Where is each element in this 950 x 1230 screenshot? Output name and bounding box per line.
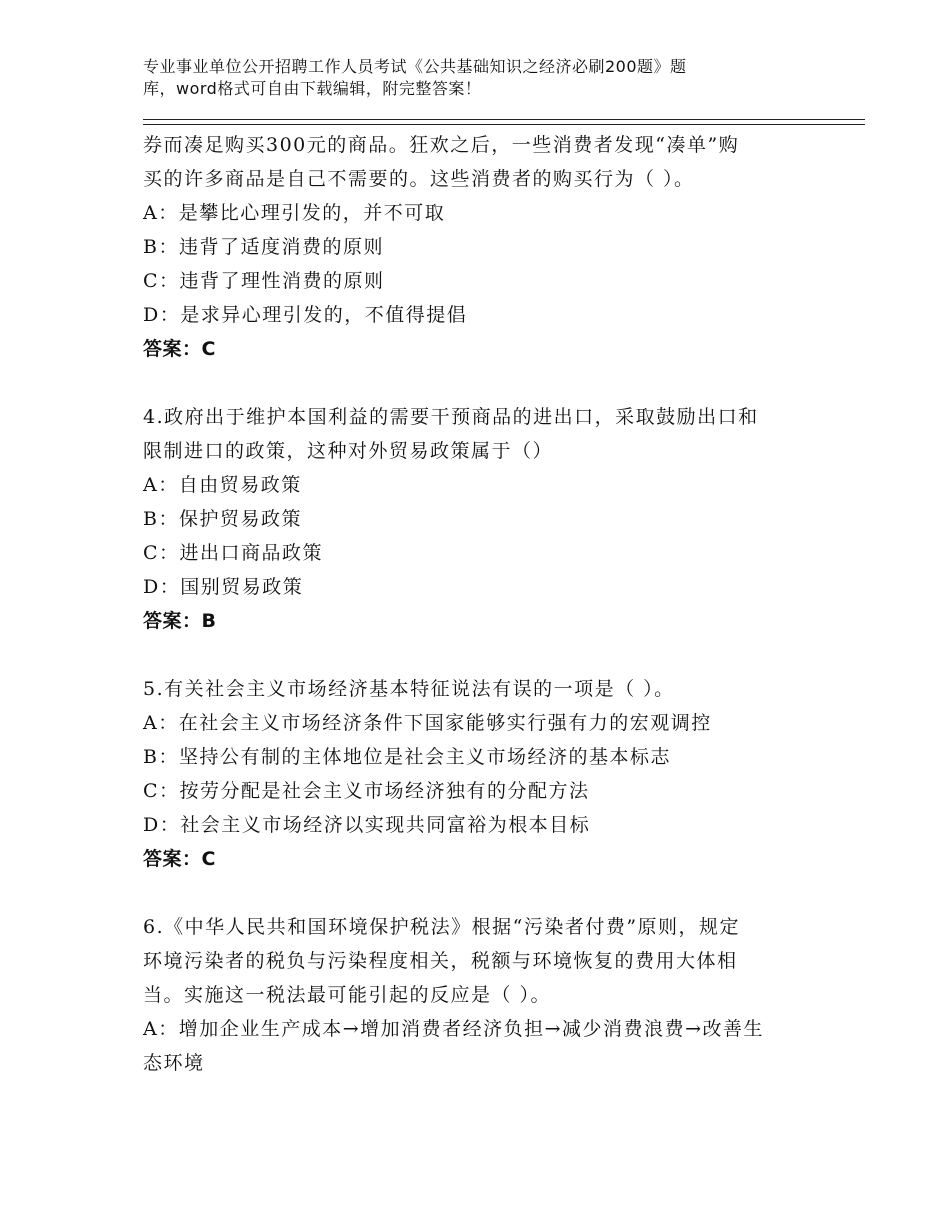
- option-c: C：违背了理性消费的原则: [143, 270, 385, 292]
- document-header: [143, 56, 783, 100]
- question-6: [143, 910, 823, 1080]
- question-5: [143, 672, 823, 876]
- header-line-1: 专业事业单位公开招聘工作人员考试《公共基础知识之经济必刷200题》题: [143, 57, 687, 76]
- question-stem: 4.政府出于维护本国利益的需要干预商品的进出口，采取鼓励出口和: [143, 406, 759, 428]
- question-stem: 6.《中华人民共和国环境保护税法》根据“污染者付费”原则，规定: [143, 916, 741, 938]
- option-d: D：是求异心理引发的，不值得提倡: [143, 304, 468, 326]
- question-stem: 5.有关社会主义市场经济基本特征说法有误的一项是（ ）。: [143, 678, 675, 700]
- header-rule: [143, 119, 865, 125]
- question-4: [143, 400, 823, 638]
- spacer: [143, 876, 823, 910]
- option-a: A：自由贸易政策: [143, 474, 302, 496]
- answer: 答案：C: [143, 848, 216, 870]
- option-c: C：进出口商品政策: [143, 542, 324, 564]
- option-a-continued: 态环境: [143, 1052, 205, 1074]
- option-a: A：是攀比心理引发的，并不可取: [143, 202, 446, 224]
- document-content: [143, 128, 823, 1080]
- option-a: A：增加企业生产成本→增加消费者经济负担→减少消费浪费→改善生: [143, 1018, 764, 1040]
- option-c: C：按劳分配是社会主义市场经济独有的分配方法: [143, 780, 590, 802]
- option-b: B：违背了适度消费的原则: [143, 236, 384, 258]
- question-stem: 环境污染者的税负与污染程度相关，税额与环境恢复的费用大体相: [143, 950, 738, 972]
- option-d: D：国别贸易政策: [143, 576, 304, 598]
- question-stem: 券而凑足购买300元的商品。狂欢之后，一些消费者发现“凑单”购: [143, 134, 740, 156]
- question-stem: 限制进口的政策，这种对外贸易政策属于（）: [143, 440, 554, 462]
- header-line-2: 库，word格式可自由下载编辑，附完整答案！: [143, 79, 482, 98]
- answer: 答案：C: [143, 338, 216, 360]
- spacer: [143, 366, 823, 400]
- answer: 答案：B: [143, 610, 217, 632]
- option-a: A：在社会主义市场经济条件下国家能够实行强有力的宏观调控: [143, 712, 712, 734]
- option-b: B：保护贸易政策: [143, 508, 302, 530]
- question-stem: 当。实施这一税法最可能引起的反应是（ ）。: [143, 984, 552, 1006]
- option-b: B：坚持公有制的主体地位是社会主义市场经济的基本标志: [143, 746, 671, 768]
- spacer: [143, 638, 823, 672]
- option-d: D：社会主义市场经济以实现共同富裕为根本目标: [143, 814, 591, 836]
- question-stem: 买的许多商品是自己不需要的。这些消费者的购买行为（ ）。: [143, 168, 695, 190]
- question-3: [143, 128, 823, 366]
